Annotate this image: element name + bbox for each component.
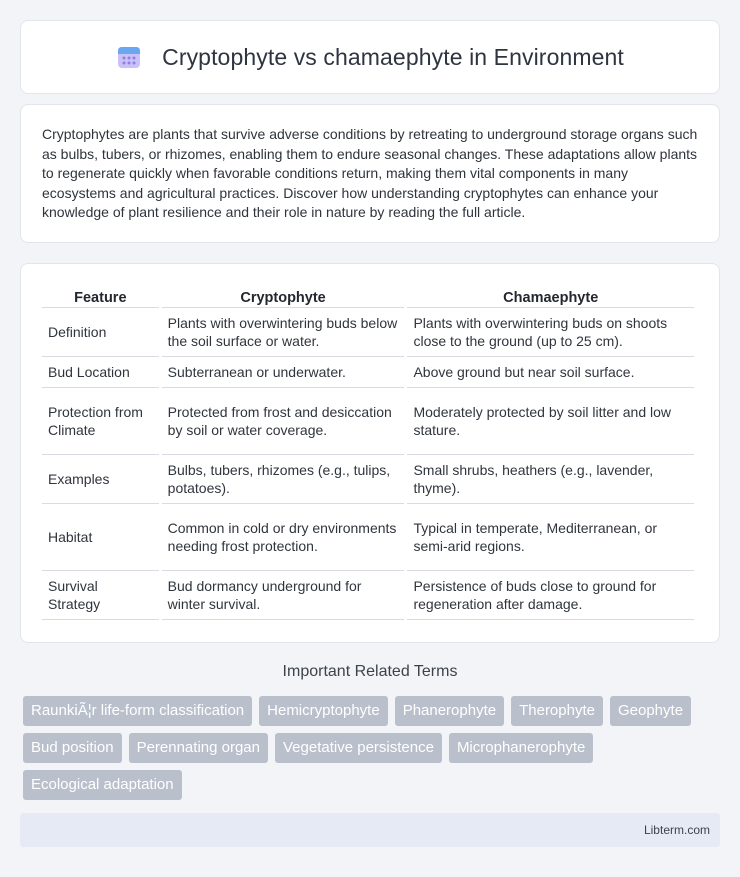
footer <box>20 813 720 847</box>
related-term-tag[interactable]: Therophyte <box>511 696 603 726</box>
related-term-tag[interactable]: Ecological adaptation <box>23 770 182 800</box>
feature-cell: Protection from Climate <box>42 388 159 455</box>
chamaephyte-cell: Typical in temperate, Mediterranean, or semi-arid regions. <box>407 504 694 571</box>
table-row <box>42 571 694 620</box>
table-row <box>42 357 694 388</box>
cryptophyte-cell: Bulbs, tubers, rhizomes (e.g., tulips, potatoes). <box>162 455 405 504</box>
chamaephyte-cell: Moderately protected by soil litter and low stature. <box>407 388 694 455</box>
related-term-tag[interactable]: Vegetative persistence <box>275 733 442 763</box>
related-term-tag[interactable]: Microphanerophyte <box>449 733 593 763</box>
related-terms-list <box>23 696 723 800</box>
column-header: Chamaephyte <box>407 284 694 308</box>
comparison-card <box>20 263 720 643</box>
cryptophyte-cell: Protected from frost and desiccation by soil or water coverage. <box>162 388 405 455</box>
cryptophyte-cell: Common in cold or dry environments needing frost protection. <box>162 504 405 571</box>
chamaephyte-cell: Plants with overwintering buds on shoots close to the ground (up to 25 cm). <box>407 308 694 357</box>
cryptophyte-cell: Bud dormancy underground for winter survival. <box>162 571 405 620</box>
intro-card <box>20 104 720 243</box>
table-row <box>42 308 694 357</box>
related-terms-heading: Important Related Terms <box>282 663 458 680</box>
feature-cell: Bud Location <box>42 357 159 388</box>
table-row <box>42 388 694 455</box>
header-card <box>20 20 720 94</box>
cryptophyte-cell: Subterranean or underwater. <box>162 357 405 388</box>
calendar-icon <box>116 44 142 70</box>
table-row <box>42 455 694 504</box>
feature-cell: Definition <box>42 308 159 357</box>
cryptophyte-cell: Plants with overwintering buds below the soil surface or water. <box>162 308 405 357</box>
feature-cell: Examples <box>42 455 159 504</box>
related-term-tag[interactable]: Geophyte <box>610 696 691 726</box>
related-term-tag[interactable]: RaunkiÃ¦r life-form classification <box>23 696 252 726</box>
page-title: Cryptophyte vs chamaephyte in Environment <box>162 43 624 70</box>
intro-text: Cryptophytes are plants that survive adverse conditions by retreating to underground storage organs such as bulbs, tubers, or rhizomes, enabling them to endure seasonal changes. These adaptations allow plants to regenerate quickly when favorable conditions return, making them vital components in many ecosystems and agricultural practices. Discover how understanding cryptophytes can enhance your knowledge of plant resilience and their role in nature by reading the full article. <box>42 126 698 221</box>
chamaephyte-cell: Small shrubs, heathers (e.g., lavender, thyme). <box>407 455 694 504</box>
related-term-tag[interactable]: Hemicryptophyte <box>259 696 388 726</box>
column-header: Cryptophyte <box>162 284 405 308</box>
table-header-row <box>42 284 694 308</box>
table-row <box>42 504 694 571</box>
footer-site-link[interactable]: Libterm.com <box>643 823 710 837</box>
comparison-table <box>39 284 697 620</box>
related-term-tag[interactable]: Phanerophyte <box>395 696 504 726</box>
feature-cell: Habitat <box>42 504 159 571</box>
header <box>116 44 624 71</box>
related-term-tag[interactable]: Bud position <box>23 733 122 763</box>
column-header: Feature <box>42 284 159 308</box>
chamaephyte-cell: Persistence of buds close to ground for regeneration after damage. <box>407 571 694 620</box>
related-term-tag[interactable]: Perennating organ <box>129 733 268 763</box>
feature-cell: Survival Strategy <box>42 571 159 620</box>
chamaephyte-cell: Above ground but near soil surface. <box>407 357 694 388</box>
